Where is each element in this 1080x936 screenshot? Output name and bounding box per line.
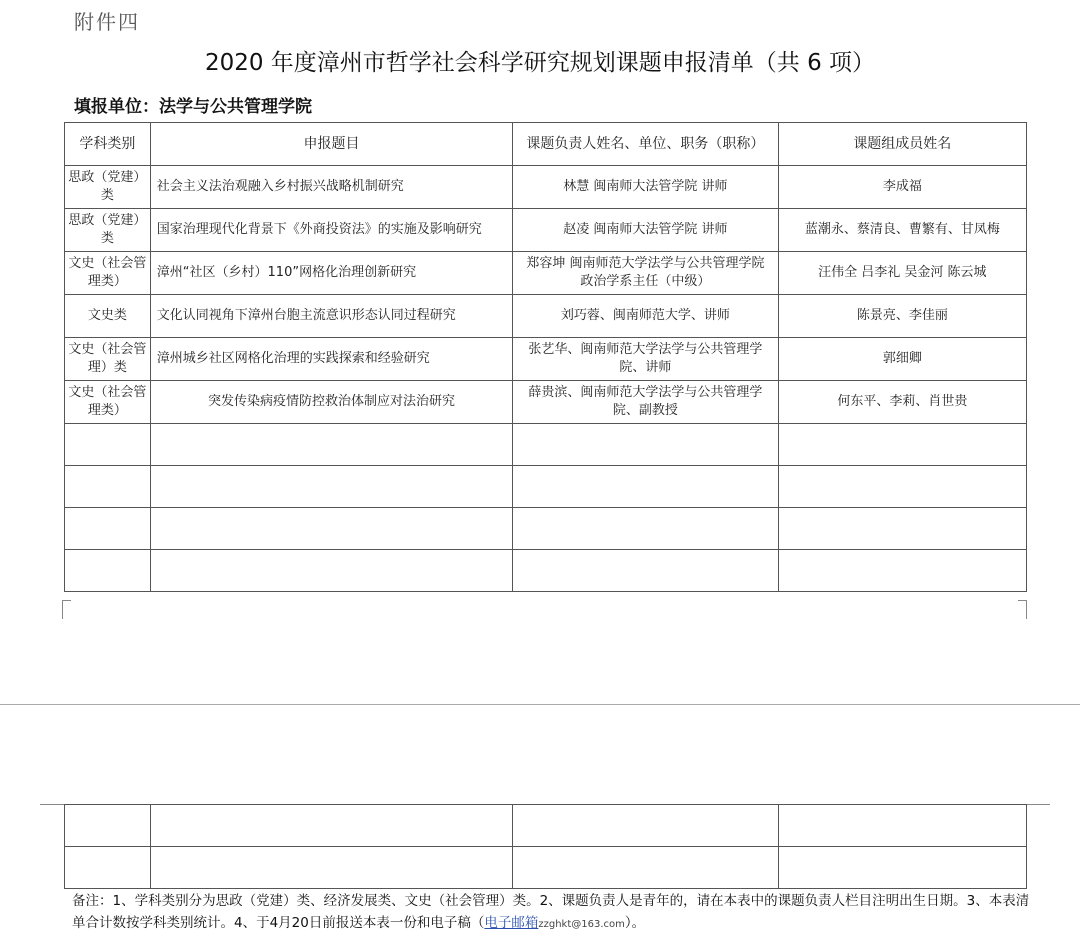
cell-category: 文史（社会管理类） (65, 381, 151, 424)
cell-category: 文史（社会管理）类 (65, 338, 151, 381)
empty-row (65, 550, 1027, 592)
table-row (65, 295, 1027, 338)
cell-topic: 社会主义法治观融入乡村振兴战略机制研究 (150, 166, 512, 209)
cell-members: 汪伟全 吕李礼 吴金河 陈云城 (778, 252, 1026, 295)
empty-row (65, 424, 1027, 466)
remarks (72, 890, 1032, 936)
cell-leader: 张艺华、闽南师范大学法学与公共管理学院、讲师 (513, 338, 778, 381)
table-row (65, 252, 1027, 295)
cell-category: 思政（党建）类 (65, 209, 151, 252)
reporting-unit (74, 92, 312, 117)
cell-members: 李成福 (778, 166, 1026, 209)
table-row (65, 166, 1027, 209)
empty-row (65, 805, 1027, 847)
crop-mark (62, 600, 71, 619)
table-header-row (65, 123, 1027, 166)
continued-table (64, 804, 1027, 889)
header-members: 课题组成员姓名 (778, 123, 1026, 166)
cell-category: 文史（社会管理类） (65, 252, 151, 295)
cell-members: 陈景亮、李佳丽 (778, 295, 1026, 338)
cell-members: 何东平、李莉、肖世贵 (778, 381, 1026, 424)
header-category: 学科类别 (65, 123, 151, 166)
page-break-line (0, 704, 1080, 705)
empty-row (65, 847, 1027, 889)
cell-topic: 漳州城乡社区网格化治理的实践探索和经验研究 (150, 338, 512, 381)
crop-mark (40, 804, 64, 805)
cell-topic: 文化认同视角下漳州台胞主流意识形态认同过程研究 (150, 295, 512, 338)
cell-category: 文史类 (65, 295, 151, 338)
cell-members: 郭细卿 (778, 338, 1026, 381)
empty-row (65, 508, 1027, 550)
application-table (64, 122, 1027, 592)
cell-leader: 赵凌 闽南师大法管学院 讲师 (513, 209, 778, 252)
header-topic: 申报题目 (150, 123, 512, 166)
remarks-end: ）。 (624, 915, 646, 931)
cell-leader: 刘巧蓉、闽南师范大学、讲师 (513, 295, 778, 338)
attachment-label: 附件四 (74, 10, 140, 34)
reporting-unit-value: 法学与公共管理学院 (159, 97, 312, 117)
header-leader: 课题负责人姓名、单位、职务（职称） (513, 123, 778, 166)
crop-mark (1026, 804, 1050, 805)
empty-row (65, 466, 1027, 508)
remarks-text: 备注：1、学科类别分为思政（党建）类、经济发展类、文史（社会管理）类。2、课题负责人是青年的，请在本表中的课题负责人栏目注明出生日期。3、本表清单合计数按学科类别统计。4、于4月20日前报送本表一份和电子稿（ (72, 893, 1030, 931)
page-title: 2020 年度漳州市哲学社会科学研究规划课题申报清单（共 6 项） (204, 50, 876, 76)
cell-topic: 突发传染病疫情防控救治体制应对法治研究 (150, 381, 512, 424)
crop-mark (1018, 600, 1027, 619)
cell-topic: 漳州“社区（乡村）110”网格化治理创新研究 (150, 252, 512, 295)
cell-category: 思政（党建）类 (65, 166, 151, 209)
table-row (65, 209, 1027, 252)
email-link[interactable]: 电子邮箱 (484, 915, 539, 931)
cell-leader: 林慧 闽南师大法管学院 讲师 (513, 166, 778, 209)
cell-leader: 薛贵滨、闽南师范大学法学与公共管理学院、副教授 (513, 381, 778, 424)
cell-topic: 国家治理现代化背景下《外商投资法》的实施及影响研究 (150, 209, 512, 252)
cell-leader: 郑容坤 闽南师范大学法学与公共管理学院 政治学系主任（中级） (513, 252, 778, 295)
reporting-unit-label: 填报单位： (74, 97, 159, 117)
cell-members: 蓝潮永、蔡清良、曹繁有、甘凤梅 (778, 209, 1026, 252)
table-row (65, 338, 1027, 381)
table-row (65, 381, 1027, 424)
email-address: zzghkt@163.com (538, 919, 625, 930)
